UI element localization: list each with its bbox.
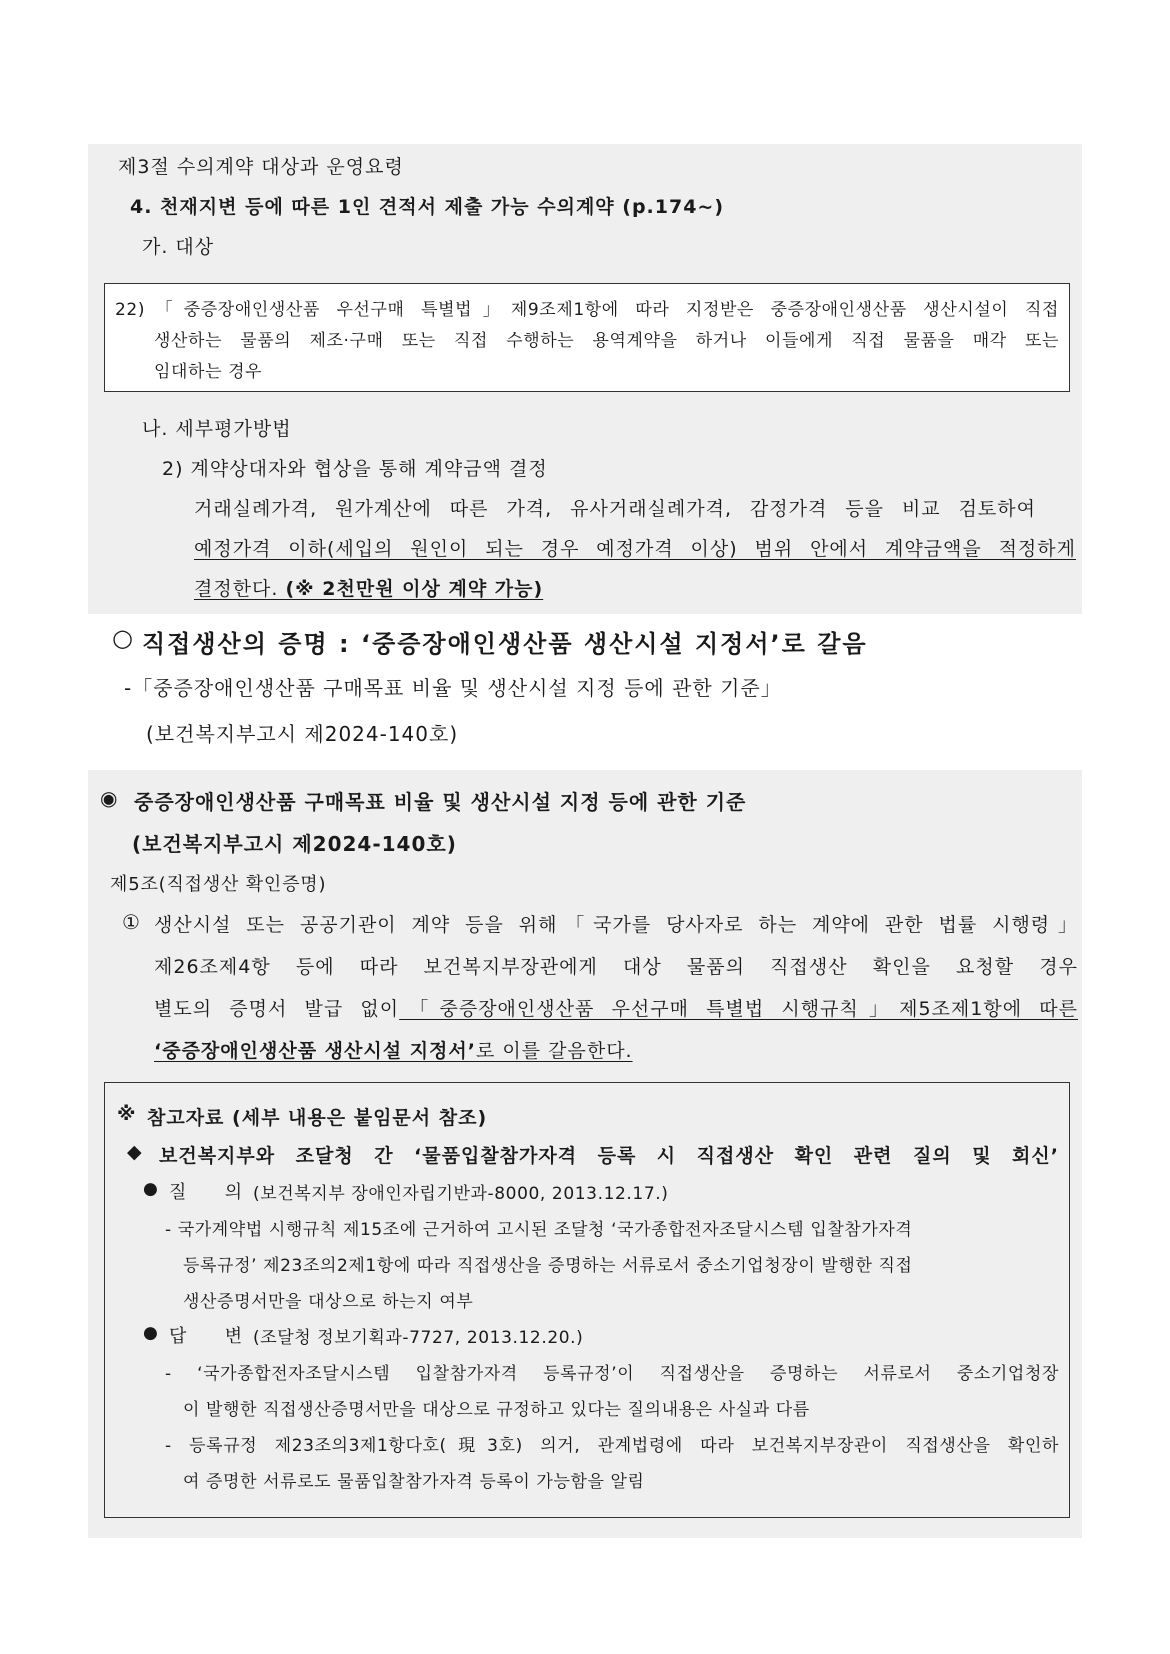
question-source: (보건복지부 장애인자립기반과-8000, 2013.12.17.)	[253, 1184, 669, 1204]
target-bullet: ◉	[100, 786, 119, 810]
article-text: 별도의 증명서 발급 없이	[154, 998, 400, 1020]
article-line: 제26조제4항 등에 따라 보건복지부장관에게 대상 물품의 직접생산 확인을 요청할 경우	[154, 956, 1078, 978]
law-clause-line: 22)「중증장애인생산품 우선구매 특별법」제9조제1항에 따라 지정받은 중증장애인생산품 생산시설이 직접	[115, 300, 1059, 320]
answer-bullet: ●	[143, 1323, 159, 1343]
paragraph-line-underlined: 예정가격 이하(세입의 원인이 되는 경우 예정가격 이상) 범위 안에서 계약금액을 적정하게	[194, 538, 1076, 560]
paragraph-number: ①	[122, 910, 141, 934]
answer-line: 여 증명한 서류로도 물품입찰참가자격 등록이 가능함을 알림	[183, 1472, 645, 1492]
reference-mark: ※	[117, 1103, 137, 1125]
designation-document: ‘중증장애인생산품 생산시설 지정서’	[154, 1040, 476, 1062]
answer-label: 답 변	[169, 1326, 243, 1347]
paragraph-line: 거래실례가격, 원가계산에 따른 가격, 유사거래실례가격, 감정가격 등을 비교 검토하여	[194, 498, 1036, 520]
proof-title: 직접생산의 증명 : ‘중증장애인생산품 생산시설 지정서’로 갈음	[142, 630, 868, 658]
diamond-bullet: ◆	[127, 1141, 143, 1163]
reference-subtitle: 보건복지부와 조달청 간 ‘물품입찰참가자격 등록 시 직접생산 확인 관련 질의 및 회신’	[159, 1145, 1059, 1167]
contract-limit-note: (※ 2천만원 이상 계약 가능)	[285, 578, 544, 600]
answer-line: - 등록규정 제23조의3제1항다호(現3호) 의거, 관계법령에 따라 보건복지부장관이 직접생산을 확인하	[165, 1436, 1059, 1456]
law-clause-box	[104, 283, 1070, 392]
proof-notice-number: (보건복지부고시 제2024-140호)	[146, 722, 459, 746]
reference-box	[104, 1082, 1070, 1518]
paragraph-text: 결정한다.	[194, 578, 286, 600]
section-heading: 4. 천재지변 등에 따른 1인 견적서 제출 가능 수의계약 (p.174~)	[130, 196, 725, 218]
answer-source: (조달청 정보기획과-7727, 2013.12.20.)	[253, 1328, 584, 1348]
article-line: 생산시설 또는 공공기관이 계약 등을 위해「국가를 당사자로 하는 계약에 관한 법률 시행령」	[154, 914, 1078, 936]
sub-heading-b: 나. 세부평가방법	[142, 418, 292, 440]
proof-bullet: ○	[112, 624, 135, 652]
article-title: 제5조(직접생산 확인증명)	[110, 874, 327, 895]
paragraph-line-underlined	[194, 574, 543, 601]
law-clause-line: 생산하는 물품의 제조·구매 또는 직접 수행하는 용역계약을 하거나 이들에게 직접 물품을 매각 또는	[154, 331, 1059, 351]
article-line	[154, 994, 1078, 1021]
answer-line: - ‘국가종합전자조달시스템 입찰참가자격 등록규정’이 직접생산을 증명하는 서류로서 중소기업청장	[165, 1364, 1059, 1384]
question-line: 생산증명서만을 대상으로 하는지 여부	[183, 1292, 474, 1312]
answer-line: 이 발행한 직접생산증명서만을 대상으로 규정하고 있다는 질의내용은 사실과 다름	[183, 1400, 810, 1420]
chapter-title: 제3절 수의계약 대상과 운영요령	[118, 156, 404, 178]
question-line: - 국가계약법 시행규칙 제15조에 근거하여 고시된 조달청 ‘국가종합전자조달시스템 입찰참가자격	[165, 1220, 913, 1240]
standard-notice-number: (보건복지부고시 제2024-140호)	[132, 832, 457, 856]
question-label: 질 의	[169, 1182, 243, 1203]
sub-heading-a: 가. 대상	[142, 236, 215, 258]
article-text-underlined: 「중증장애인생산품 우선구매 특별법 시행규칙」제5조제1항에 따른	[399, 998, 1078, 1020]
item-2: 2) 계약상대자와 협상을 통해 계약금액 결정	[162, 458, 548, 480]
question-line: 등록규정’ 제23조의2제1항에 따라 직접생산을 증명하는 서류로서 중소기업청장이 발행한 직접	[183, 1256, 913, 1276]
question-bullet: ●	[143, 1179, 159, 1199]
reference-title: 참고자료 (세부 내용은 붙임문서 참조)	[147, 1107, 488, 1129]
article-text: 로 이를 갈음한다.	[475, 1040, 633, 1062]
standard-title: 중증장애인생산품 구매목표 비율 및 생산시설 지정 등에 관한 기준	[134, 790, 747, 814]
proof-standard: -「중증장애인생산품 구매목표 비율 및 생산시설 지정 등에 관한 기준」	[124, 676, 782, 700]
law-clause-line: 임대하는 경우	[154, 362, 263, 382]
article-line	[154, 1036, 633, 1063]
